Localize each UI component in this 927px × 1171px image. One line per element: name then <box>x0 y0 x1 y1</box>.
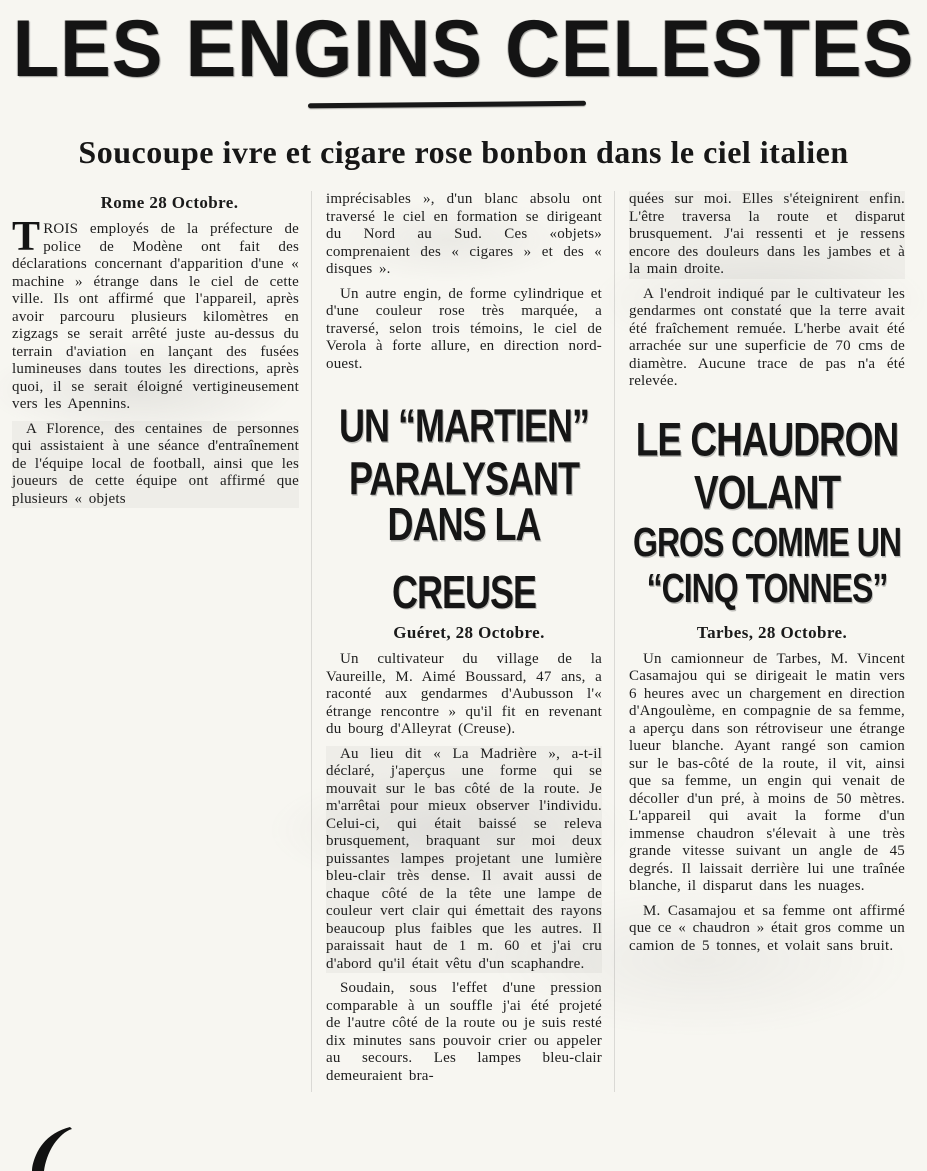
dateline-rome: Rome 28 Octobre. <box>100 193 239 212</box>
column-middle <box>311 191 614 1092</box>
column-right <box>614 191 917 1092</box>
headline-line: VOLANT <box>693 465 841 519</box>
paragraph: quées sur moi. Elles s'éteignirent enfin. L'être traversa la route et disparut brusquement. J'ai ressenti et je ressens encore des douleurs dans les jambes et à la main droite. <box>629 191 905 277</box>
dateline-tarbes: Tarbes, 28 Octobre. <box>696 622 848 642</box>
headline-martien-paralysant <box>326 399 602 619</box>
paragraph: imprécisables », d'un blanc absolu ont traversé le ciel en formation se dirigeant du Nord au Sud. Ces «objets» comprenaient des « cigares » et des « disques ». <box>326 191 602 277</box>
paragraph: A l'endroit indiqué par le cultivateur les gendarmes ont constaté que la terre avait été fraîchement remuée. L'herbe avait été arrachée sur une superficie de 70 cms de diamètre. Aucune trace de pas n'a été relevée. <box>629 285 905 389</box>
paragraph: Un autre engin, de forme cylindrique et d'une couleur rose très marquée, a traversé, selon trois témoins, le ciel de Verola à forte allure, en direction nord-ouest. <box>326 285 602 372</box>
paragraph: Un camionneur de Tarbes, M. Vincent Casamajou qui se dirigeait le matin vers 6 heures avec un chargement en direction d'Angoulème, en compagnie de sa femme, a aperçu dans son rétroviseur une étrange lueur blanche. Ayant rangé son camion sur le bas-côté de la route, il vit, ainsi que sa femme, un engin qui venait de décoller d'un pré, à moins de 50 mètres. L'appareil qui avait la forme d'un immense chaudron s'élevait à une très grande vitesse suivant un angle de 45 degrés. Il laissait derrière lui une traînée blanche, il disparut dans les nuages. <box>629 650 905 894</box>
paragraph-text: ROIS employés de la préfecture de police de Modène ont fait des déclarations concernant d'apparition d'une « machine » étrange dans le ciel de cette ville. Ils ont affirmé que l'appareil, après avoir parcouru plusieurs kilomètres en zigzags se serait arrêté juste au-dessus du terrain d'aviation en lançant des fusées lumineuses dans toutes les directions, après quoi, il se serait éloigné vertigineusement vers les Apennins. <box>12 221 299 412</box>
headline-line: UN “MARTIEN” <box>339 399 589 452</box>
headline-line: DANS LA CREUSE <box>387 497 541 619</box>
paragraph: M. Casamajou et sa femme ont affirmé que ce « chaudron » était gros comme un camion de 5 tonnes, et volait sans bruit. <box>629 902 905 954</box>
headline-line: “CINQ TONNES” <box>646 564 888 611</box>
paragraph <box>12 214 299 414</box>
handwritten-pen-mark <box>18 1125 78 1171</box>
masthead-underline-rule <box>308 101 586 108</box>
article-columns <box>8 191 917 1092</box>
newspaper-masthead-title: LES ENGINS CELESTES <box>12 4 915 95</box>
paragraph: Soudain, sous l'effet d'une pression comparable à un souffle j'ai été projeté de l'autre côté de la route ou je suis resté dix minutes sans pouvoir crier ou appeler au secours. Les lampes bleu-clair demeuraient bra- <box>326 980 602 1084</box>
headline-line: PARALYSANT <box>348 452 580 505</box>
column-left <box>8 191 311 1092</box>
headline-chaudron-volant <box>629 413 905 611</box>
article-subheadline: Soucoupe ivre et cigare rose bonbon dans le ciel italien <box>78 134 849 170</box>
headline-line: LE CHAUDRON <box>635 412 899 466</box>
dateline-gueret: Guéret, 28 Octobre. <box>393 623 545 642</box>
paragraph: Au lieu dit « La Madrière », a-t-il déclaré, j'aperçus une forme qui se mouvait sur le bas côté de la route. Je m'arrêtai pour mieux observer l'individu. Celui-ci, qui était baissé se releva brusquement, braquant sur moi deux puissantes lampes projetant une lumière bleu-clair très dense. Il avait aussi de chaque côté de la tête une lampe de couleur vert clair qui émettait des rayons beaucoup plus faibles que les autres. Il paraissait haut de 1 m. 60 et j'ai cru d'abord qu'il était vêtu d'un scaphandre. <box>326 745 602 972</box>
paragraph: A Florence, des centaines de personnes qui assistaient à une séance d'entraînement de l'équipe local de football, ainsi que les joueurs de cette équipe ont affirmé que plusieurs « objets <box>12 420 299 507</box>
headline-line: GROS COMME UN <box>633 518 901 565</box>
dropcap-letter: T <box>12 214 41 260</box>
paragraph: Un cultivateur du village de la Vaureille, M. Aimé Boussard, 47 ans, a raconté aux gendarmes d'Aubusson l'« étrange rencontre » qu'il fit en revenant du bourg d'Alleyrat (Creuse). <box>326 651 602 737</box>
